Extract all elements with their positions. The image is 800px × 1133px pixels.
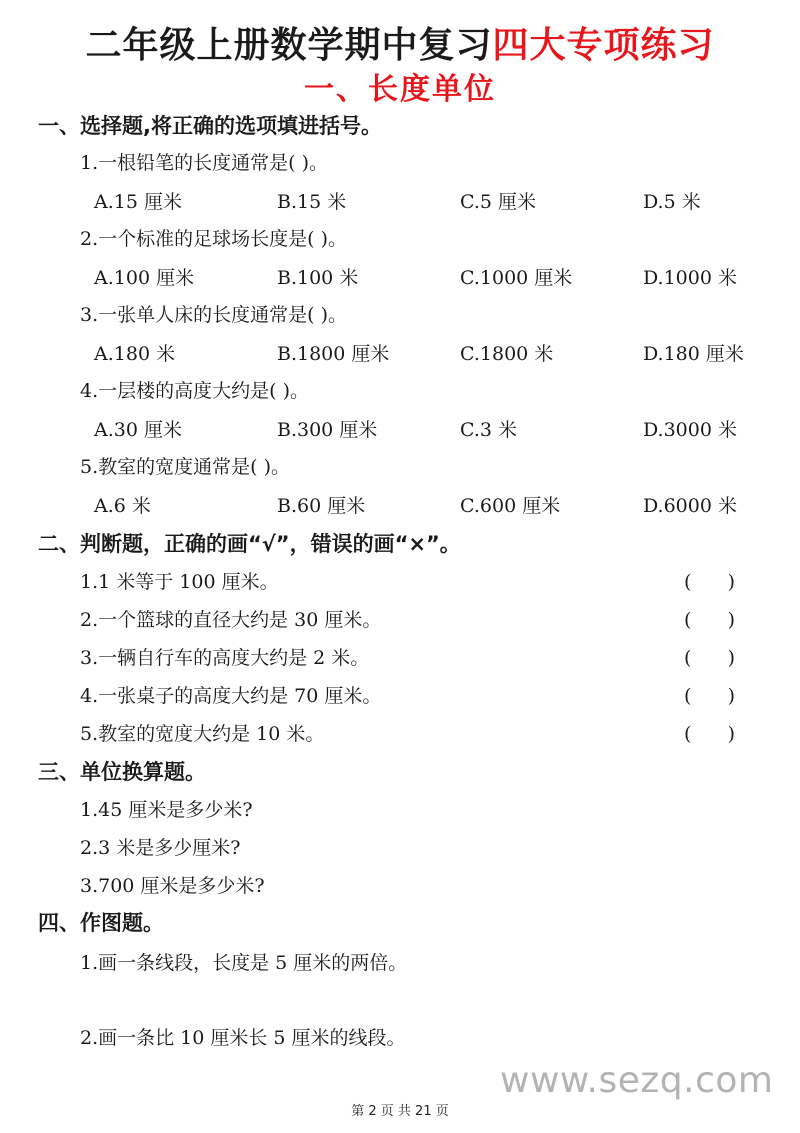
- answer-parentheses: ( ): [684, 609, 736, 631]
- section-heading-choice: 一、选择题,将正确的选项填进括号。: [38, 114, 382, 138]
- question-text: 1.一根铅笔的长度通常是( )。: [80, 152, 328, 174]
- question-text: 4.一层楼的高度大约是( )。: [80, 380, 309, 402]
- convert-item: 1.45 厘米是多少米?: [80, 799, 253, 821]
- question-text: 2.一个标准的足球场长度是( )。: [80, 228, 347, 250]
- question-text: 5.教室的宽度通常是( )。: [80, 456, 290, 478]
- answer-parentheses: ( ): [684, 571, 736, 593]
- option-b: B.60 厘米: [277, 495, 366, 517]
- option-c: C.600 厘米: [460, 495, 561, 517]
- judge-item: 1.1 米等于 100 厘米。: [80, 571, 279, 593]
- option-c: C.3 米: [460, 419, 518, 441]
- title-black: 二年级上册数学期中复习: [85, 25, 493, 66]
- option-c: C.5 厘米: [460, 191, 537, 213]
- draw-item: 1.画一条线段，长度是 5 厘米的两倍。: [80, 952, 408, 974]
- option-b: B.100 米: [277, 267, 359, 289]
- option-d: D.1000 米: [643, 267, 737, 289]
- option-a: A.15 厘米: [94, 191, 182, 213]
- page-footer: 第 2 页 共 21 页: [351, 1104, 449, 1119]
- option-d: D.3000 米: [643, 419, 737, 441]
- option-a: A.6 米: [94, 495, 151, 517]
- convert-item: 2.3 米是多少厘米?: [80, 837, 241, 859]
- option-d: D.6000 米: [643, 495, 737, 517]
- section-heading-judge: 二、判断题，正确的画“√”，错误的画“×”。: [38, 532, 461, 556]
- option-d: D.180 厘米: [643, 343, 744, 365]
- option-a: A.180 米: [94, 343, 176, 365]
- option-c: C.1000 厘米: [460, 267, 573, 289]
- option-b: B.1800 厘米: [277, 343, 390, 365]
- section-heading-draw: 四、作图题。: [38, 911, 164, 935]
- option-b: B.300 厘米: [277, 419, 378, 441]
- option-c: C.1800 米: [460, 343, 554, 365]
- judge-item: 5.教室的宽度大约是 10 米。: [80, 723, 325, 745]
- judge-item: 4.一张桌子的高度大约是 70 厘米。: [80, 685, 382, 707]
- judge-item: 3.一辆自行车的高度大约是 2 米。: [80, 647, 370, 669]
- watermark: www.sezq.com: [500, 1060, 774, 1101]
- judge-item: 2.一个篮球的直径大约是 30 厘米。: [80, 609, 382, 631]
- option-a: A.30 厘米: [94, 419, 182, 441]
- convert-item: 3.700 厘米是多少米?: [80, 875, 265, 897]
- answer-parentheses: ( ): [684, 723, 736, 745]
- page-subtitle: 一、长度单位: [304, 72, 496, 107]
- section-heading-convert: 三、单位换算题。: [38, 760, 206, 784]
- answer-parentheses: ( ): [684, 685, 736, 707]
- option-b: B.15 米: [277, 191, 347, 213]
- option-d: D.5 米: [643, 191, 701, 213]
- draw-item: 2.画一条比 10 厘米长 5 厘米的线段。: [80, 1027, 406, 1049]
- question-text: 3.一张单人床的长度通常是( )。: [80, 304, 347, 326]
- option-a: A.100 厘米: [94, 267, 195, 289]
- answer-parentheses: ( ): [684, 647, 736, 669]
- title-red: 四大专项练习: [492, 25, 715, 66]
- page-title: [0, 22, 800, 70]
